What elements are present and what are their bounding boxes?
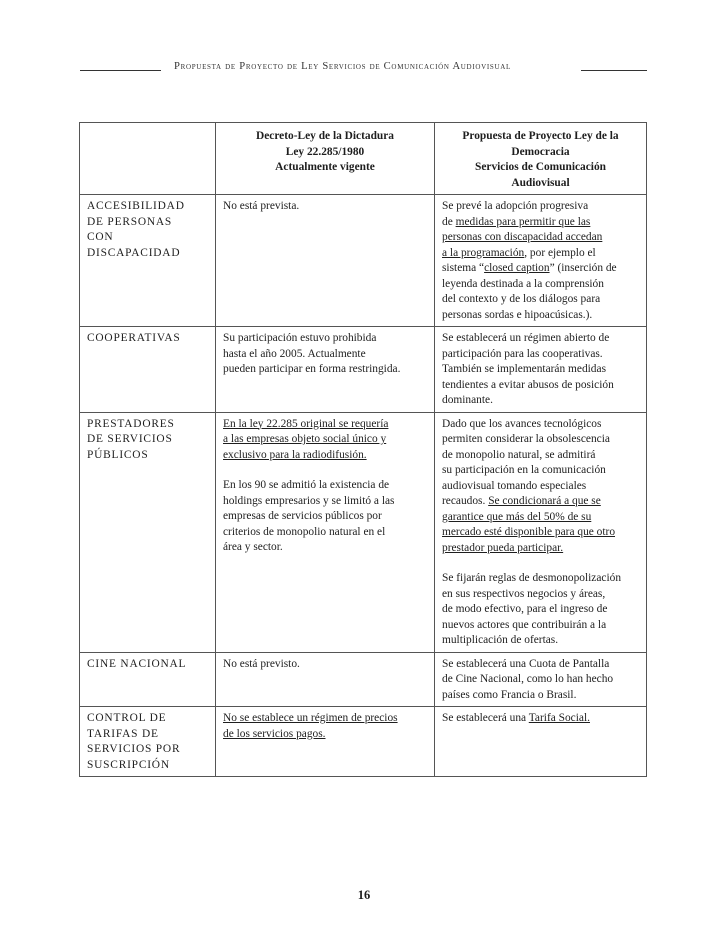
- column-header-propuesta: Propuesta de Proyecto Ley de la Democracia Servicios de Comunicación Audiovisual: [435, 123, 647, 195]
- underlined-text: Tarifa Social.: [528, 712, 590, 724]
- cell-decreto-ley: [216, 707, 435, 777]
- cell-decreto-ley: [216, 327, 435, 413]
- paragraph-gap: [442, 556, 641, 571]
- cell-text: Se establecerá una Cuota de Pantalla de Cine Nacional, como lo han hecho países como Francia o Brasil.: [442, 657, 614, 701]
- table-row: [80, 707, 647, 777]
- row-category: CONTROL DE TARIFAS DE SERVICIOS POR SUSCRIPCIÓN: [80, 707, 216, 777]
- cell-decreto-ley: [216, 412, 435, 652]
- cell-text: , por ejemplo el sistema “: [442, 246, 596, 274]
- cell-text: En los 90 se admitió la existencia de holdings empresarios y se limitó a las empresas de servicios públicos por criterios de monopolio natural en el área y sector.: [223, 479, 395, 553]
- underlined-text: Se condicionará a que se garantice que más del 50% de su mercado esté disponible para que otro prestador pueda participar.: [442, 495, 616, 554]
- page-number: 16: [357, 888, 371, 902]
- cell-propuesta: [435, 327, 647, 413]
- cell-text: ” (inserción de leyenda destinada a la comprensión del contexto y de los diálogos para personas sordas e hipoacúsicas.).: [442, 262, 617, 321]
- header-rule-right: [581, 70, 647, 71]
- cell-propuesta: [435, 412, 647, 652]
- column-header-empty: [80, 123, 216, 195]
- row-category: CINE NACIONAL: [80, 652, 216, 707]
- comparison-table: [79, 122, 647, 777]
- underlined-text: medidas para permitir que las personas con discapacidad accedan a la programación: [442, 215, 603, 259]
- cell-text: No está previsto.: [223, 657, 300, 670]
- table-row: [80, 327, 647, 413]
- cell-propuesta: [435, 707, 647, 777]
- cell-decreto-ley: [216, 652, 435, 707]
- cell-text: Se establecerá una: [442, 712, 529, 724]
- cell-text: Se establecerá un régimen abierto de participación para las cooperativas. También se implementarán medidas tendientes a evitar abusos de posición dominante.: [442, 332, 614, 406]
- cell-decreto-ley: [216, 195, 435, 327]
- cell-propuesta: [435, 195, 647, 327]
- paragraph-gap: [223, 463, 429, 478]
- table-row: [80, 652, 647, 707]
- row-category: ACCESIBILIDAD DE PERSONAS CON DISCAPACIDAD: [80, 195, 216, 327]
- table-header-row: [80, 123, 647, 195]
- cell-propuesta: [435, 652, 647, 707]
- header-rule-left: [80, 70, 161, 71]
- underlined-text: En la ley 22.285 original se requería a las empresas objeto social único y exclusivo para la radiodifusión.: [223, 417, 389, 461]
- running-header: [80, 58, 647, 78]
- header-title: Propuesta de Proyecto de Ley Servicios de Comunicación Audiovisual: [174, 61, 511, 72]
- table-row: [80, 195, 647, 327]
- table-row: [80, 412, 647, 652]
- cell-text: Su participación estuvo prohibida hasta el año 2005. Actualmente pueden participar en forma restringida.: [223, 332, 401, 375]
- column-header-decreto-ley: Decreto-Ley de la Dictadura Ley 22.285/1980 Actualmente vigente: [216, 123, 435, 195]
- cell-text: Se fijarán reglas de desmonopolización en sus respectivos negocios y áreas, de modo efectivo, para el ingreso de nuevos actores que contribuirán a la multiplicación de ofertas.: [442, 572, 622, 646]
- underlined-text: closed caption: [484, 262, 550, 274]
- row-category: COOPERATIVAS: [80, 327, 216, 413]
- row-category: PRESTADORES DE SERVICIOS PÚBLICOS: [80, 412, 216, 652]
- cell-text: Dado que los avances tecnológicos permiten considerar la obsolescencia de monopolio natural, se admitirá su participación en la comunicación audiovisual tomando especiales recaudos.: [442, 417, 610, 507]
- underlined-text: No se establece un régimen de precios de los servicios pagos.: [223, 712, 398, 740]
- cell-text: No está prevista.: [223, 200, 300, 212]
- cell-text: Se prevé la adopción progresiva de: [442, 200, 589, 228]
